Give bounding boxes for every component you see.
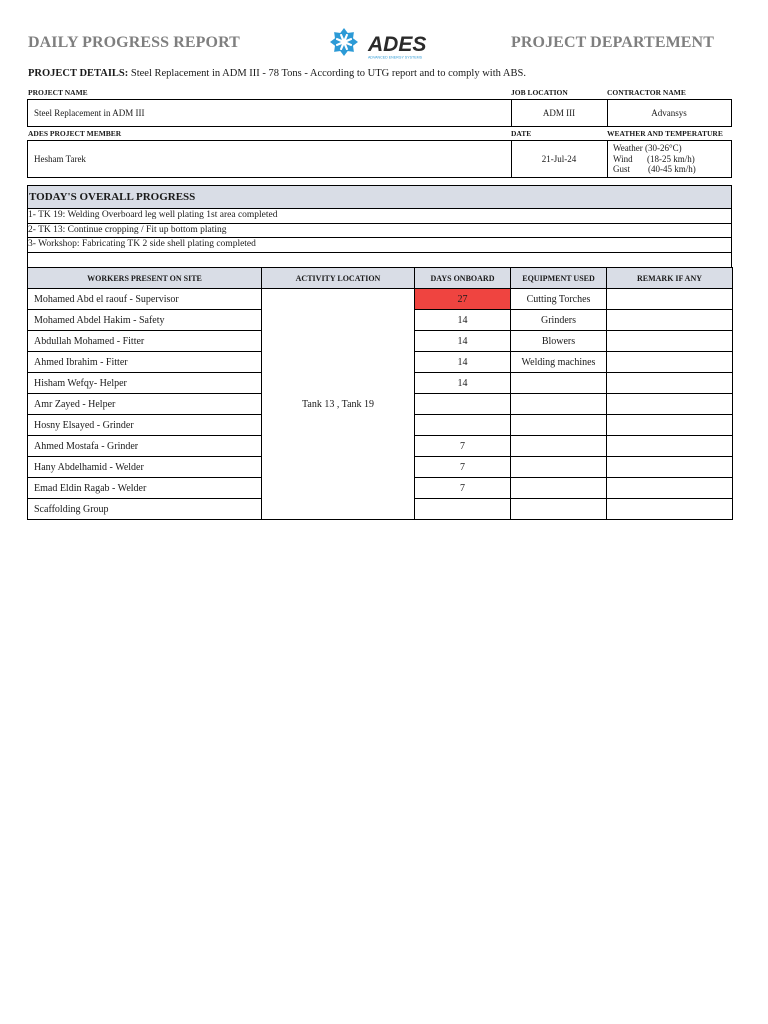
progress-item: 1- TK 19: Welding Overboard leg well plating 1st area completed xyxy=(28,209,731,224)
remark xyxy=(607,331,733,352)
progress-item: 3- Workshop: Fabricating TK 2 side shell plating completed xyxy=(28,238,731,253)
contractor-label: CONTRACTOR NAME xyxy=(607,88,686,97)
project-details-text: Steel Replacement in ADM III - 78 Tons - According to UTG report and to comply with ABS. xyxy=(130,68,526,79)
gust-value: (40-45 km/h) xyxy=(648,164,696,175)
info-box-project xyxy=(27,99,732,127)
days-onboard: 7 xyxy=(415,457,511,478)
equipment-used: Grinders xyxy=(511,310,607,331)
contractor-value: Advansys xyxy=(651,108,687,118)
days-onboard xyxy=(415,394,511,415)
overall-progress-heading: TODAY'S OVERALL PROGRESS xyxy=(28,186,731,209)
project-details-label: PROJECT DETAILS: xyxy=(28,68,129,79)
remark xyxy=(607,373,733,394)
col-header-workers: WORKERS PRESENT ON SITE xyxy=(28,268,262,289)
weather-label: WEATHER AND TEMPERATURE xyxy=(607,129,723,138)
weather-value xyxy=(613,141,696,177)
gust-label: Gust xyxy=(613,164,631,175)
remark xyxy=(607,310,733,331)
col-header-equipment: EQUIPMENT USED xyxy=(511,268,607,289)
remark xyxy=(607,436,733,457)
activity-location: Tank 13 , Tank 19 xyxy=(262,289,415,520)
worker-name: Hany Abdelhamid - Welder xyxy=(28,457,262,478)
wind-value: (18-25 km/h) xyxy=(647,153,695,164)
worker-name: Abdullah Mohamed - Fitter xyxy=(28,331,262,352)
remark xyxy=(607,415,733,436)
project-details xyxy=(28,68,526,79)
department-title: PROJECT DEPARTEMENT xyxy=(511,34,714,51)
job-location-label: JOB LOCATION xyxy=(511,88,568,97)
col-header-days: DAYS ONBOARD xyxy=(415,268,511,289)
logo-wordmark: ADES xyxy=(368,33,427,56)
worker-name: Hisham Wefqy- Helper xyxy=(28,373,262,394)
progress-item: 2- TK 13: Continue cropping / Fit up bottom plating xyxy=(28,224,731,239)
col-header-location: ACTIVITY LOCATION xyxy=(262,268,415,289)
ades-logo xyxy=(324,27,448,61)
days-onboard: 27 xyxy=(415,289,511,310)
weather-line: Weather (30-26°C) xyxy=(613,143,682,154)
table-header-row xyxy=(28,268,733,289)
equipment-used xyxy=(511,415,607,436)
col-header-remark: REMARK IF ANY xyxy=(607,268,733,289)
equipment-used: Welding machines xyxy=(511,352,607,373)
logo-tagline: ADVANCED ENERGY SYSTEMS xyxy=(368,55,422,60)
remark xyxy=(607,478,733,499)
project-name-label: PROJECT NAME xyxy=(28,88,88,97)
equipment-used xyxy=(511,394,607,415)
equipment-used xyxy=(511,436,607,457)
equipment-used xyxy=(511,457,607,478)
days-onboard: 14 xyxy=(415,310,511,331)
job-location-value: ADM III xyxy=(542,108,576,118)
report-title: DAILY PROGRESS REPORT xyxy=(28,34,240,51)
days-onboard: 14 xyxy=(415,352,511,373)
workers-table xyxy=(27,267,733,520)
remark xyxy=(607,394,733,415)
equipment-used: Blowers xyxy=(511,331,607,352)
info-box-member xyxy=(27,140,732,178)
wind-label: Wind xyxy=(613,153,633,164)
member-value: Hesham Tarek xyxy=(34,154,86,164)
remark xyxy=(607,499,733,520)
member-label: ADES PROJECT MEMBER xyxy=(28,129,122,138)
days-onboard xyxy=(415,499,511,520)
worker-name: Scaffolding Group xyxy=(28,499,262,520)
remark xyxy=(607,289,733,310)
ades-star-logo-icon xyxy=(324,27,448,61)
equipment-used: Cutting Torches xyxy=(511,289,607,310)
date-value: 21-Jul-24 xyxy=(541,154,577,164)
days-onboard xyxy=(415,415,511,436)
worker-name: Mohamed Abdel Hakim - Safety xyxy=(28,310,262,331)
days-onboard: 7 xyxy=(415,478,511,499)
date-label: DATE xyxy=(511,129,532,138)
worker-name: Emad Eldin Ragab - Welder xyxy=(28,478,262,499)
wind-line xyxy=(613,154,695,165)
progress-item xyxy=(28,253,731,268)
remark xyxy=(607,457,733,478)
worker-name: Hosny Elsayed - Grinder xyxy=(28,415,262,436)
worker-name: Mohamed Abd el raouf - Supervisor xyxy=(28,289,262,310)
remark xyxy=(607,352,733,373)
days-onboard: 14 xyxy=(415,373,511,394)
days-onboard: 14 xyxy=(415,331,511,352)
gust-line xyxy=(613,164,696,175)
equipment-used xyxy=(511,478,607,499)
days-onboard: 7 xyxy=(415,436,511,457)
overall-progress-section xyxy=(27,185,732,268)
table-row xyxy=(28,289,733,310)
project-name-value: Steel Replacement in ADM III xyxy=(34,108,145,118)
worker-name: Amr Zayed - Helper xyxy=(28,394,262,415)
worker-name: Ahmed Mostafa - Grinder xyxy=(28,436,262,457)
worker-name: Ahmed Ibrahim - Fitter xyxy=(28,352,262,373)
equipment-used xyxy=(511,499,607,520)
equipment-used xyxy=(511,373,607,394)
